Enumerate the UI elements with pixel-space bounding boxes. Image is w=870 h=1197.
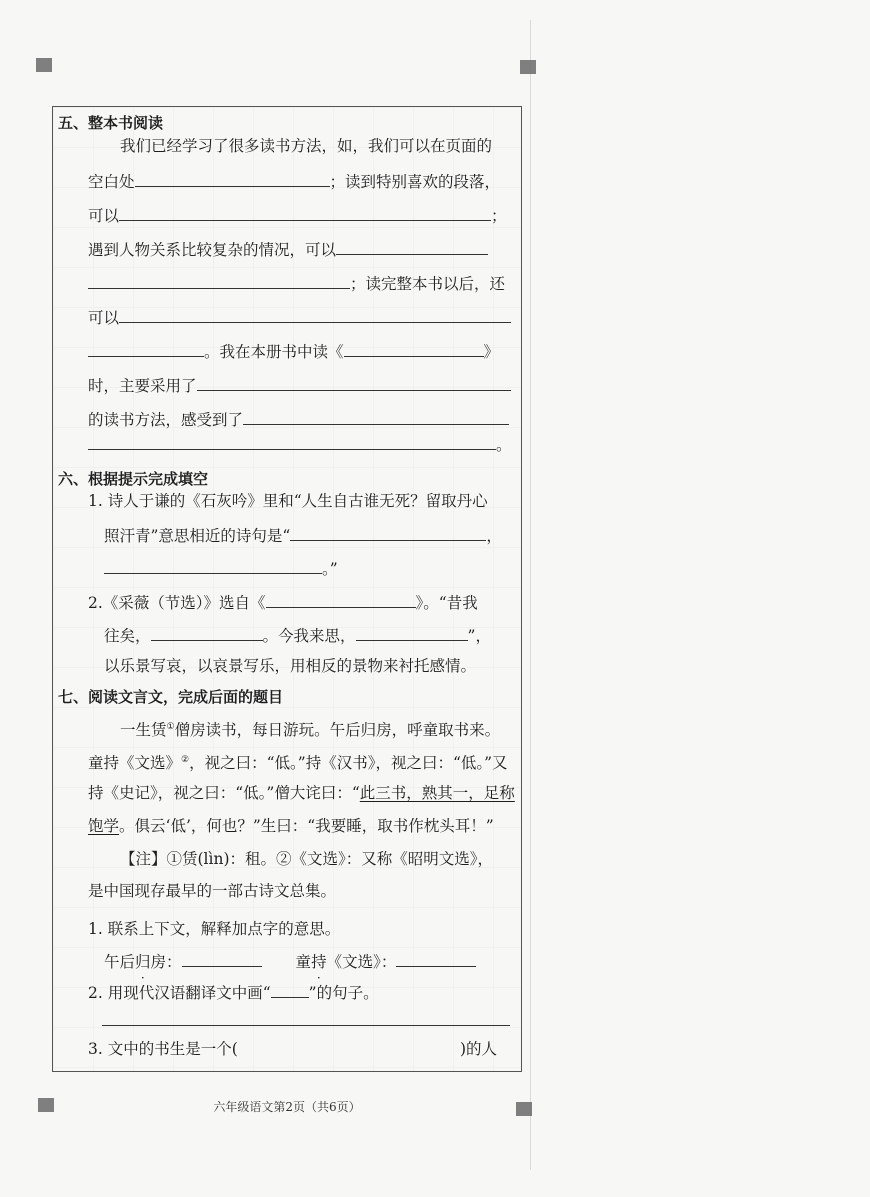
- registration-mark-top-left: [36, 58, 52, 72]
- s7-passage-line3: [88, 782, 515, 804]
- s6-text: ，: [486, 527, 502, 545]
- s6-text: 2.《采薇（节选）》选自《: [88, 594, 266, 612]
- s5-line7: [88, 339, 499, 363]
- s5-line2: [88, 169, 500, 193]
- s7-text: ，视之曰：“低。”持《汉书》，视之曰：“低。”又: [189, 754, 508, 773]
- s7-text: 2. 用现代汉语翻译文中画“: [88, 984, 271, 1002]
- footnote-mark-2: ②: [181, 755, 190, 765]
- s7-text: 童持《文选》: [88, 754, 182, 773]
- footnote-mark-1: ①: [166, 722, 175, 732]
- section5-heading: 五、整本书阅读: [58, 114, 164, 132]
- s5-line3: [88, 203, 507, 227]
- blank-meaning-gui[interactable]: [182, 949, 262, 967]
- s6-text: 。”: [322, 560, 338, 578]
- s5-text: 可以: [88, 207, 120, 225]
- s5-text: 可以: [88, 309, 120, 327]
- scan-fold-line: [530, 20, 531, 1170]
- s5-text: 时，主要采用了: [88, 377, 197, 395]
- blank-character-relations[interactable]: [336, 237, 488, 255]
- s5-text: 的读书方法，感受到了: [88, 411, 244, 429]
- s5-line9: [88, 407, 509, 431]
- blank-translation[interactable]: [102, 1025, 510, 1026]
- s7-text: 僧房读书，每日游玩。午后归房，呼童取书来。: [174, 721, 501, 740]
- s7-q2: [88, 980, 379, 1004]
- section7-heading: 七、阅读文言文，完成后面的题目: [58, 688, 284, 706]
- s5-text: 。我在本册书中读《: [204, 343, 344, 361]
- section6-heading: 六、根据提示完成填空: [58, 470, 209, 488]
- s5-text: 。: [496, 436, 512, 454]
- s7-passage-line1: [120, 716, 500, 741]
- s7-q1: 1. 联系上下文，解释加点字的意思。: [88, 920, 341, 938]
- s7-text: 童: [295, 953, 312, 971]
- s5-line6: [88, 305, 511, 329]
- underline-sample: [271, 980, 309, 998]
- s6-text: 往矣，: [104, 627, 151, 645]
- blank-after-reading[interactable]: [119, 305, 511, 323]
- blank-reading-method[interactable]: [197, 373, 511, 391]
- underlined-sentence-cont: 饱学: [88, 817, 120, 835]
- blank-meaning-chi[interactable]: [396, 949, 476, 967]
- s7-text: 3. 文中的书生是一个(: [88, 1040, 238, 1058]
- s7-text: 《文选》：: [326, 953, 397, 971]
- blank-margin-notes[interactable]: [135, 169, 330, 187]
- s5-line5: [88, 271, 505, 295]
- dotted-char-gui: 归: [135, 953, 151, 971]
- s5-text: ；读完整本书以后，还: [350, 275, 506, 293]
- blank-caiwei-line2[interactable]: [356, 623, 468, 641]
- s6-text: ”，: [467, 627, 491, 645]
- s7-note-line2: 是中国现存最早的一部古诗文总集。: [88, 882, 337, 900]
- s5-text: ；读到特别喜欢的段落，: [329, 173, 501, 191]
- s6-text: 。今我来思，: [262, 627, 356, 645]
- s5-line8: [88, 373, 511, 397]
- s5-line4: [88, 237, 488, 261]
- s6-text: 照汗青”意思相近的诗句是“: [104, 527, 291, 545]
- s7-text: )的人: [460, 1040, 498, 1058]
- s6-q2-line3: 以乐景写哀，以哀景写乐，用相反的景物来衬托感情。: [104, 657, 477, 675]
- blank-poem-line1[interactable]: [290, 523, 486, 541]
- blank-feeling-cont[interactable]: [88, 432, 496, 450]
- s5-text: 空白处: [88, 173, 135, 191]
- s5-text: ；: [491, 207, 507, 225]
- underlined-sentence: 此三书，熟其一，足称: [359, 784, 515, 802]
- s6-q1-line1: 1. 诗人于谦的《石灰吟》里和“人生自古谁无死？留取丹心: [88, 492, 488, 510]
- blank-book-title[interactable]: [344, 339, 484, 357]
- blank-feeling[interactable]: [243, 407, 509, 425]
- dotted-char-chi: 持: [311, 953, 327, 971]
- s6-text: 》。“昔我: [415, 594, 478, 612]
- s6-q2-line1: [88, 590, 478, 614]
- s5-text: 》: [483, 343, 500, 361]
- s5-line1: 我们已经学习了很多读书方法，如，我们可以在页面的: [120, 137, 493, 155]
- s7-text: 持《史记》，视之曰：“低。”僧大诧曰：“: [88, 784, 360, 802]
- s6-q1-line3: [104, 556, 338, 580]
- blank-favorite-paragraph[interactable]: [119, 203, 491, 221]
- blank-character-relations-cont[interactable]: [88, 271, 350, 289]
- s7-text: 一生赁: [120, 721, 167, 740]
- s7-note-line1: 【注】①赁(lìn)：租。②《文选》：又称《昭明文选》，: [120, 850, 493, 868]
- s7-text: ”的句子。: [308, 984, 379, 1002]
- s7-q1-words: [104, 949, 476, 973]
- s7-text: 。俱云‘低’，何也？”生曰：“我要睡，取书作枕头耳！”: [119, 817, 494, 835]
- blank-poem-line2[interactable]: [104, 556, 322, 574]
- s7-text: 房：: [150, 953, 182, 971]
- page-footer: 六年级语文第2页（共6页）: [213, 1100, 361, 1114]
- s7-passage-line2: [88, 749, 508, 774]
- blank-source-book[interactable]: [266, 590, 416, 608]
- s6-q2-line2: [104, 623, 491, 647]
- s6-q1-line2: [104, 523, 502, 547]
- s7-q3: [88, 1038, 500, 1060]
- registration-mark-top-right: [520, 60, 536, 74]
- blank-caiwei-line1[interactable]: [151, 623, 263, 641]
- s7-passage-line4: [88, 815, 494, 837]
- s5-line10: [88, 432, 512, 456]
- s5-text: 遇到人物关系比较复杂的情况，可以: [88, 241, 337, 259]
- s7-text: 午后: [104, 953, 136, 971]
- blank-after-reading-cont[interactable]: [88, 339, 204, 357]
